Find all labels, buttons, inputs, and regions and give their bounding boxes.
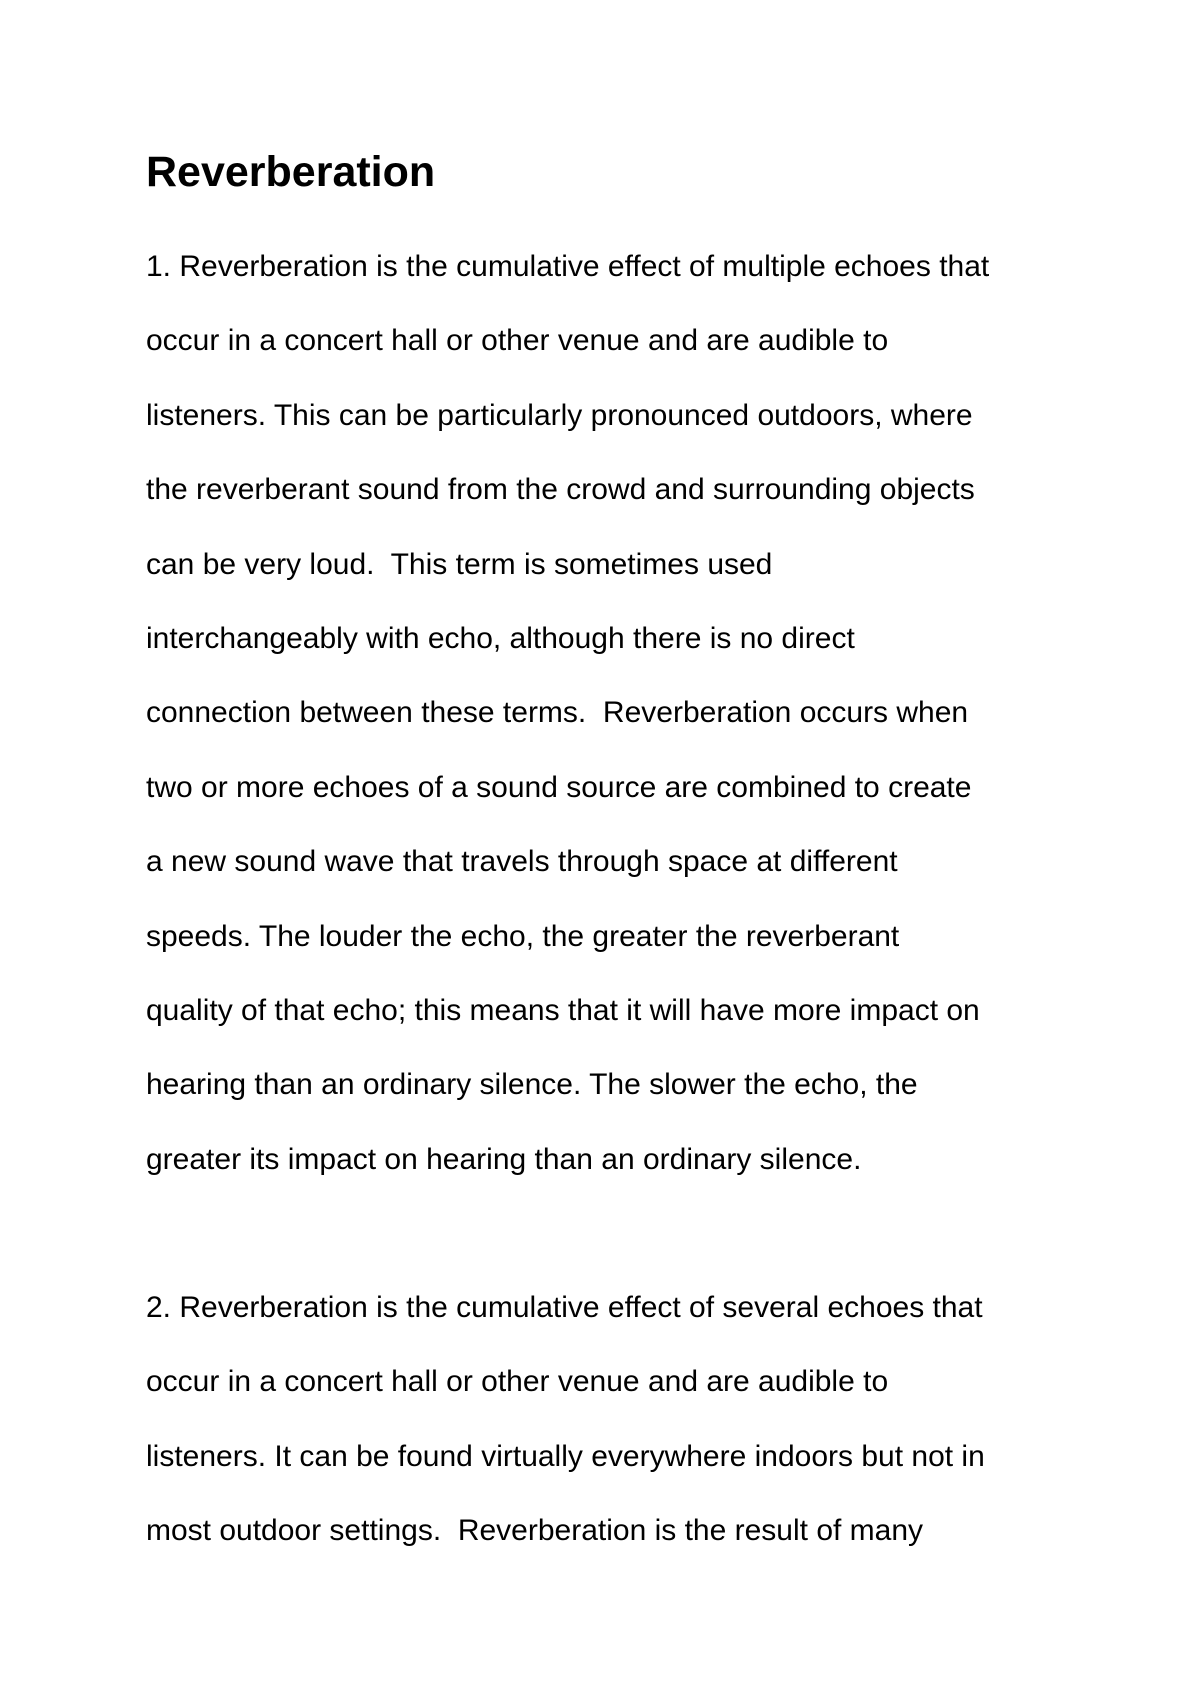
text-line: hearing than an ordinary silence. The slower the echo, the bbox=[146, 1068, 918, 1102]
text-line: interchangeably with echo, although there is no direct bbox=[146, 621, 855, 655]
text-line: the reverberant sound from the crowd and surrounding objects bbox=[146, 473, 975, 507]
text-line: occur in a concert hall or other venue and are audible to bbox=[146, 324, 889, 358]
document-title: Reverberation bbox=[146, 148, 436, 196]
text-line: 1. Reverberation is the cumulative effect of multiple echoes that bbox=[146, 250, 990, 283]
text-line: 2. Reverberation is the cumulative effect of several echoes that bbox=[146, 1291, 983, 1324]
text-line: occur in a concert hall or other venue and are audible to bbox=[146, 1365, 889, 1399]
text-line: greater its impact on hearing than an ordinary silence. bbox=[146, 1142, 862, 1176]
text-line: two or more echoes of a sound source are combined to create bbox=[146, 770, 972, 804]
text-line: speeds. The louder the echo, the greater the reverberant bbox=[146, 919, 900, 953]
text-line: listeners. It can be found virtually everywhere indoors but not in bbox=[146, 1439, 985, 1473]
text-line: can be very loud. This term is sometimes used bbox=[146, 547, 773, 581]
text-line: a new sound wave that travels through space at different bbox=[146, 845, 898, 879]
text-line: quality of that echo; this means that it will have more impact on bbox=[146, 993, 980, 1027]
paragraph-2 bbox=[146, 1288, 985, 1586]
paragraph-1 bbox=[146, 247, 989, 1214]
text-line: most outdoor settings. Reverberation is the result of many bbox=[146, 1514, 924, 1548]
text-line: listeners. This can be particularly pronounced outdoors, where bbox=[146, 398, 973, 432]
text-line: connection between these terms. Reverberation occurs when bbox=[146, 696, 969, 730]
